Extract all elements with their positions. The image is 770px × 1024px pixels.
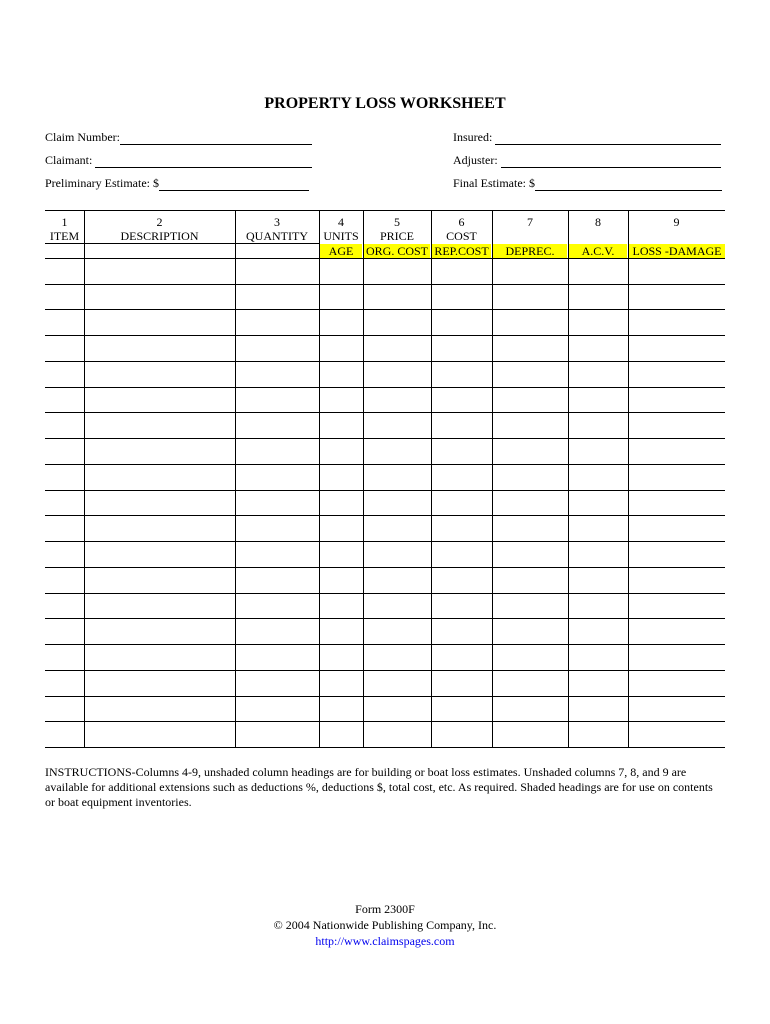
page-title: PROPERTY LOSS WORKSHEET: [264, 95, 506, 112]
col-divider-1: [84, 210, 85, 748]
claimant-label: Claimant:: [45, 153, 93, 167]
insured-label: Insured:: [453, 130, 493, 144]
col-divider-5: [431, 210, 432, 748]
shaded-header-org-cost: ORG. COST: [365, 244, 428, 258]
shaded-header-deprec: DEPREC.: [493, 244, 567, 258]
adjuster-line[interactable]: [501, 154, 721, 168]
preliminary-estimate-line[interactable]: [159, 177, 309, 191]
col-number-5: 5: [394, 215, 400, 229]
table-row: [45, 438, 725, 439]
header-divider: [45, 243, 319, 244]
shaded-header-loss-damage: LOSS -DAMAGE: [629, 244, 725, 258]
shaded-header-age: AGE: [320, 244, 362, 258]
col-header-cost: COST: [446, 229, 477, 243]
table-row: [45, 361, 725, 362]
col-divider-7: [568, 210, 569, 748]
col-divider-3: [319, 210, 320, 748]
insured-line[interactable]: [495, 131, 721, 145]
table-row: [45, 464, 725, 465]
table-row: [45, 593, 725, 594]
table-row: [45, 412, 725, 413]
final-estimate-field: [453, 176, 722, 191]
shaded-header-rep-cost: REP.COST: [432, 244, 491, 258]
table-row: [45, 670, 725, 671]
preliminary-estimate-field: [45, 176, 309, 191]
website-link[interactable]: http://www.claimspages.com: [315, 934, 455, 948]
table-row: [45, 541, 725, 542]
col-number-4: 4: [338, 215, 344, 229]
table-row: [45, 258, 725, 259]
table-row: [45, 618, 725, 619]
col-header-item: ITEM: [49, 229, 80, 243]
table-row: [45, 696, 725, 697]
col-divider-6: [492, 210, 493, 748]
worksheet-table-top-border: [45, 210, 725, 211]
table-row: [45, 387, 725, 388]
col-number-9: 9: [673, 215, 680, 229]
col-header-price: PRICE: [379, 229, 414, 243]
table-row: [45, 284, 725, 285]
table-row: [45, 644, 725, 645]
adjuster-field: [453, 153, 721, 168]
table-row: [45, 747, 725, 748]
col-number-2: 2: [156, 215, 163, 229]
claimant-field: [45, 153, 312, 168]
table-row: [45, 490, 725, 491]
col-number-6: 6: [458, 215, 465, 229]
table-row: [45, 567, 725, 568]
col-header-units: UNITS: [323, 229, 359, 243]
table-row: [45, 515, 725, 516]
table-row: [45, 335, 725, 336]
col-number-3: 3: [274, 215, 280, 229]
col-number-8: 8: [595, 215, 601, 229]
col-divider-4: [363, 210, 364, 748]
claimant-line[interactable]: [95, 154, 312, 168]
col-header-description: DESCRIPTION: [120, 229, 199, 243]
table-row: [45, 309, 725, 310]
final-estimate-label: Final Estimate: $: [453, 176, 535, 190]
claim-number-field: [45, 130, 312, 145]
col-number-7: 7: [527, 215, 533, 229]
col-number-1: 1: [61, 215, 68, 229]
claim-number-line[interactable]: [120, 131, 312, 145]
claim-number-label: Claim Number:: [45, 130, 120, 144]
col-divider-8: [628, 210, 629, 748]
insured-field: [453, 130, 721, 145]
instructions: INSTRUCTIONS-Columns 4-9, unshaded column headings are for building or boat loss estimates. Unshaded columns 7, 8, and 9 are available for additional extensions such as deductions %, deductions $, total cost, etc. As required. Shaded headings are for use on contents or boat equipment inventories.: [45, 765, 713, 809]
col-divider-2: [235, 210, 236, 748]
table-row: [45, 721, 725, 722]
shaded-header-acv: A.C.V.: [569, 244, 627, 258]
col-header-quantity: QUANTITY: [246, 229, 308, 243]
preliminary-estimate-label: Preliminary Estimate: $: [45, 176, 159, 190]
final-estimate-line[interactable]: [535, 177, 722, 191]
form-number: Form 2300F: [355, 902, 415, 916]
copyright: © 2004 Nationwide Publishing Company, Inc.: [273, 918, 497, 932]
adjuster-label: Adjuster:: [453, 153, 498, 167]
